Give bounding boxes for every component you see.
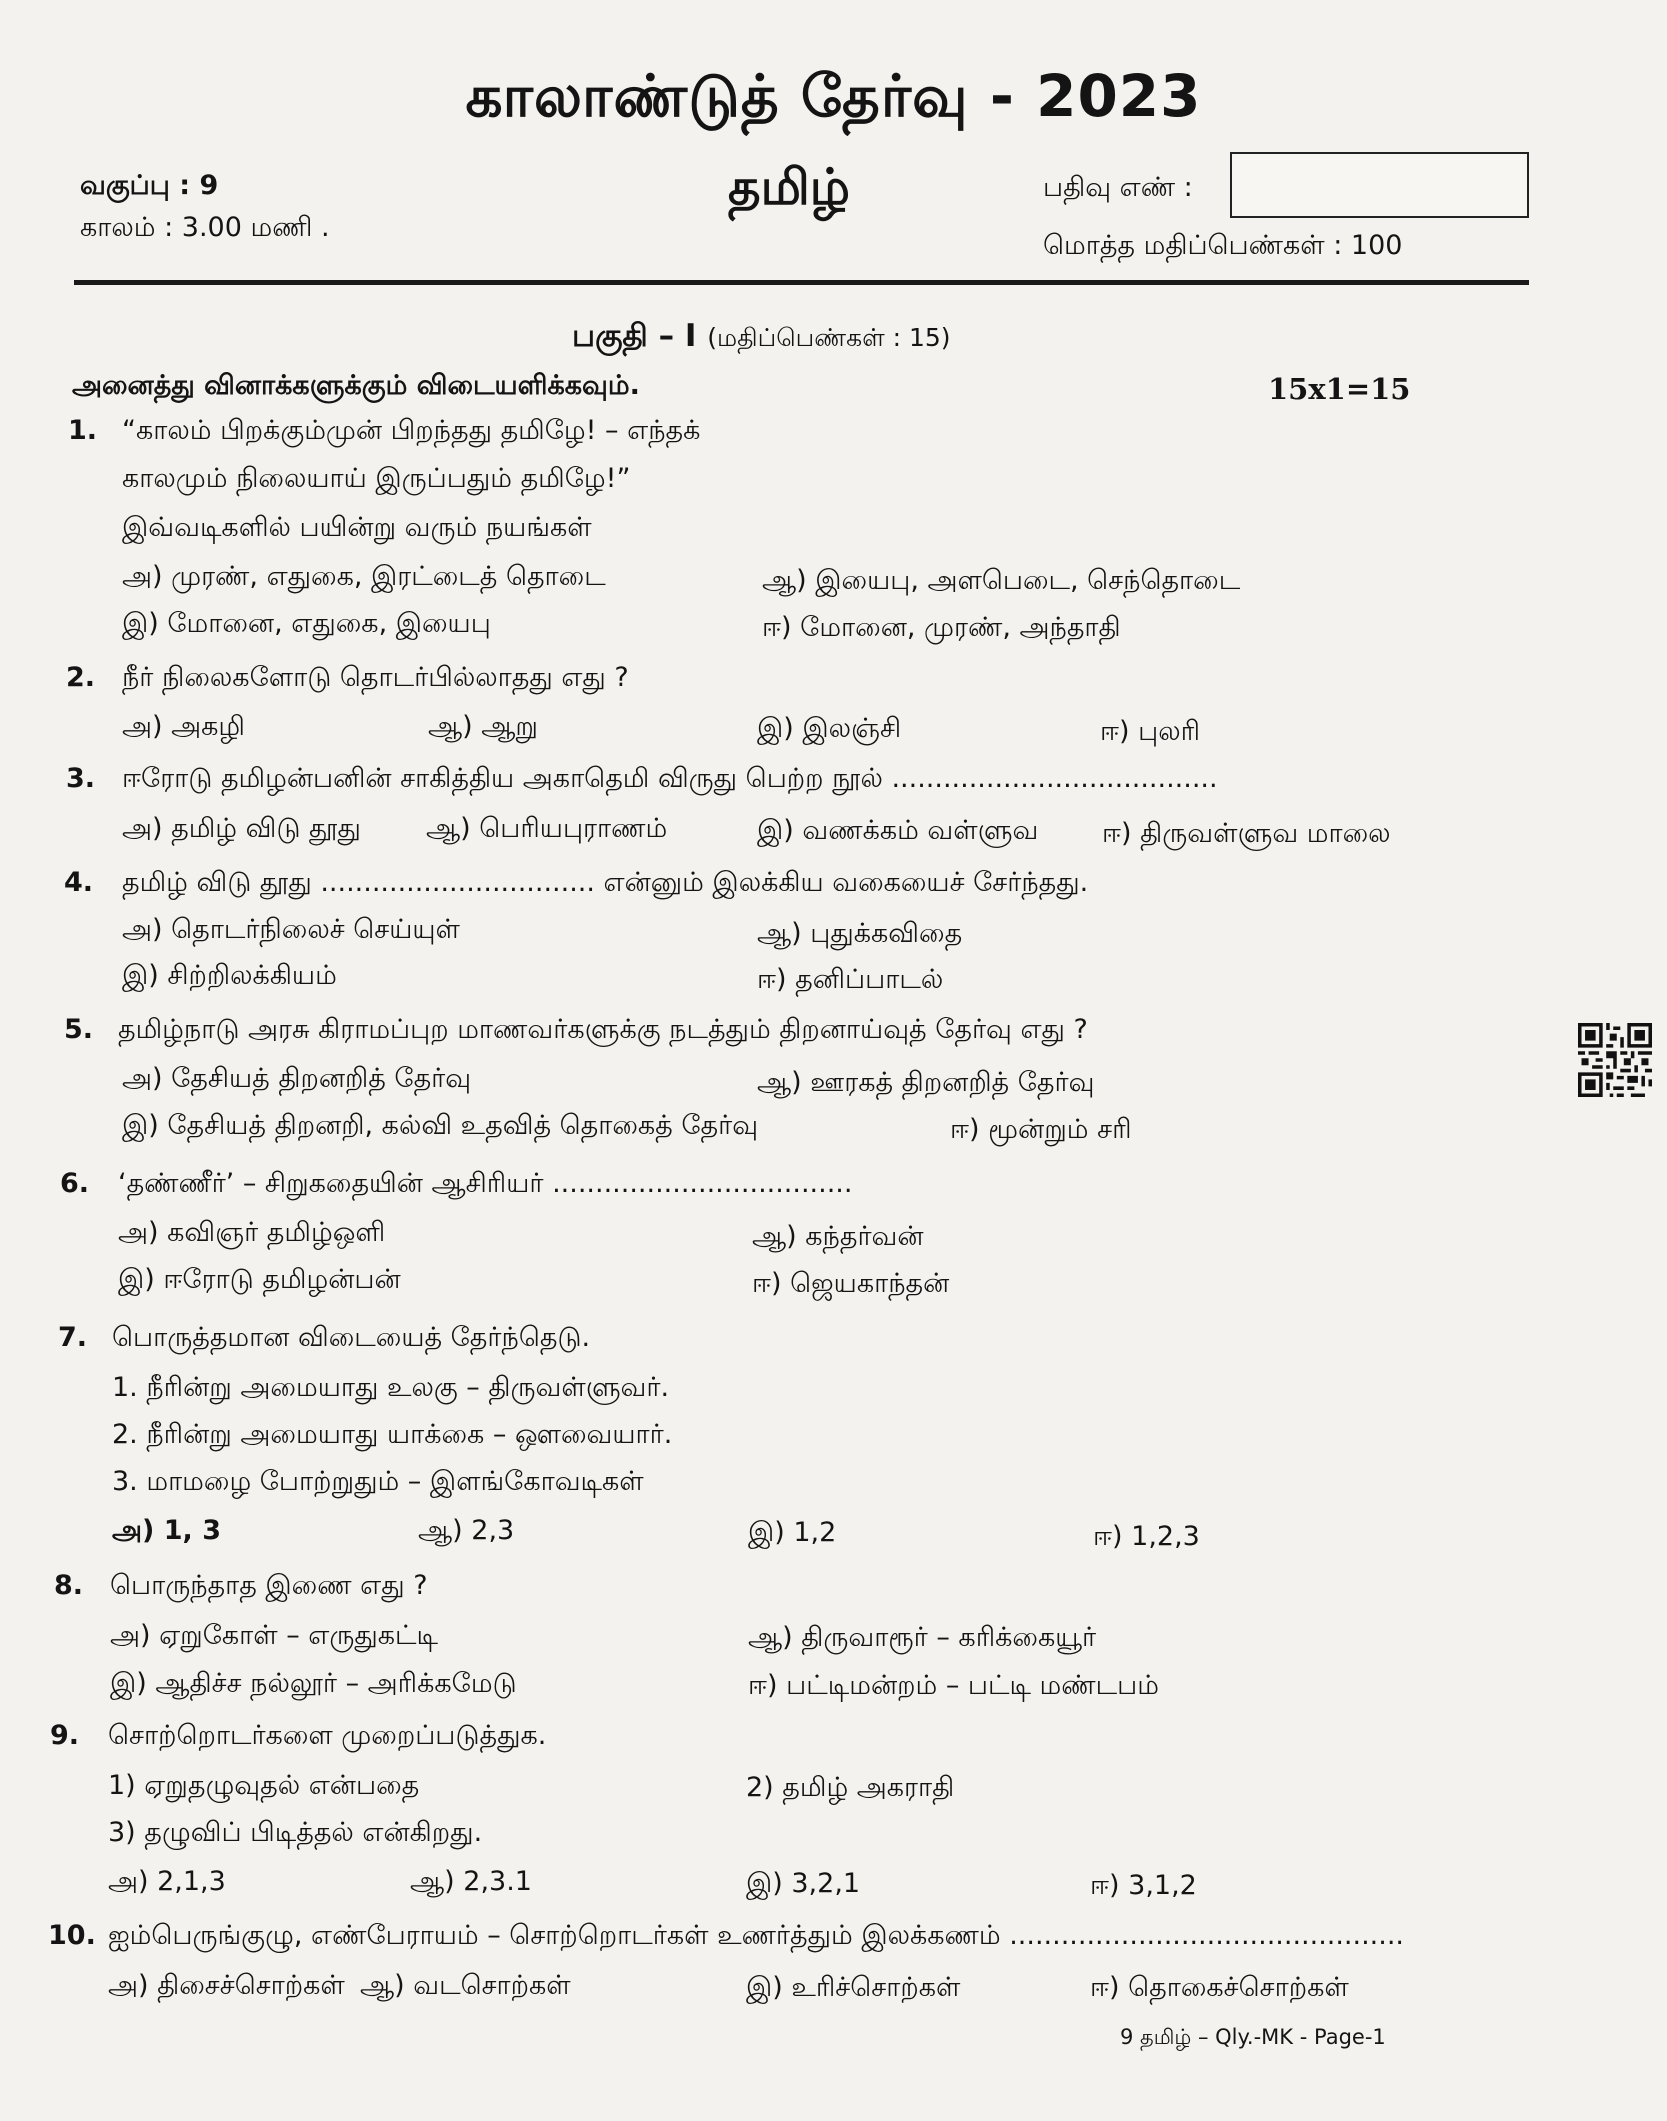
question-text: ஐம்பெருங்குழு, எண்பேராயம் – சொற்றொடர்கள் உணர்த்தும் இலக்கணம் .............................................. (108, 1920, 1405, 1951)
question-number: 1. (68, 415, 98, 446)
option-a: அ) முரண், எதுகை, இரட்டைத் தொடை (122, 561, 606, 592)
option-b: ஆ) புதுக்கவிதை (757, 918, 963, 949)
register-label: பதிவு எண் : (1043, 172, 1193, 203)
instruction-text: அனைத்து வினாக்களுக்கும் விடையளிக்கவும். (72, 370, 640, 401)
option-a: அ) 2,1,3 (108, 1866, 226, 1897)
option-c: இ) இலஞ்சி (757, 713, 902, 744)
option-a: அ) 1, 3 (112, 1515, 221, 1546)
question-text: தமிழ் விடு தூது ................................ என்னும் இலக்கிய வகையைச் சேர்ந்தது. (122, 867, 1089, 898)
total-marks-label: மொத்த மதிப்பெண்கள் : 100 (1043, 230, 1403, 261)
question-number: 10. (48, 1920, 96, 1951)
question-text: 3. மாமழை போற்றுதும் – இளங்கோவடிகள் (112, 1466, 644, 1497)
question-number: 4. (64, 867, 94, 898)
option-c: இ) ஆதிச்ச நல்லூர் – அரிக்கமேடு (110, 1668, 517, 1699)
option-d: ஈ) மூன்றும் சரி (950, 1114, 1132, 1145)
part-marks: (மதிப்பெண்கள் : 15) (707, 323, 951, 352)
question-text: காலமும் நிலையாய் இருப்பதும் தமிழே!” (122, 463, 631, 494)
question-number: 3. (66, 763, 96, 794)
option-c: இ) சிற்றிலக்கியம் (122, 960, 337, 991)
option-b: ஆ) பெரியபுராணம் (426, 813, 668, 844)
option-a: அ) ஏறுகோள் – எருதுகட்டி (110, 1620, 439, 1651)
question-text: “காலம் பிறக்கும்முன் பிறந்தது தமிழே! – எந்தக் (122, 415, 701, 446)
question-number: 6. (60, 1168, 90, 1199)
option-a: அ) தமிழ் விடு தூது (122, 813, 361, 844)
question-text: தமிழ்நாடு அரசு கிராமப்புற மாணவர்களுக்கு நடத்தும் திறனாய்வுத் தேர்வு எது ? (118, 1014, 1088, 1045)
question-text: ‘தண்ணீர்’ – சிறுகதையின் ஆசிரியர் ................................... (118, 1168, 853, 1199)
option-c: இ) மோனை, எதுகை, இயைபு (122, 608, 491, 639)
option-a: அ) அகழி (122, 711, 245, 742)
question-number: 7. (58, 1322, 88, 1353)
option-a: அ) கவிஞர் தமிழ்ஒளி (118, 1217, 386, 1248)
option-d: ஈ) திருவள்ளுவ மாலை (1102, 818, 1391, 849)
question-text: பொருந்தாத இணை எது ? (110, 1570, 428, 1601)
option-d: ஈ) மோனை, முரண், அந்தாதி (762, 612, 1121, 643)
question-number: 9. (50, 1720, 80, 1751)
option-b: ஆ) திருவாரூர் – கரிக்கையூர் (748, 1622, 1097, 1653)
option-c: இ) 3,2,1 (746, 1868, 861, 1899)
part-heading (572, 318, 951, 358)
question-text: 1. நீரின்று அமையாது உலகு – திருவள்ளுவர். (112, 1372, 670, 1403)
option-a: அ) தொடர்நிலைச் செய்யுள் (122, 914, 460, 945)
option-b: ஆ) 2,3.1 (410, 1866, 532, 1897)
option-b: ஆ) கந்தர்வன் (752, 1221, 924, 1252)
option-b: ஆ) ஆறு (428, 711, 538, 742)
option-d: ஈ) பட்டிமன்றம் – பட்டி மண்டபம் (748, 1670, 1159, 1701)
option-d: ஈ) தனிப்பாடல் (757, 964, 944, 995)
question-number: 2. (66, 662, 96, 693)
question-text: 2) தமிழ் அகராதி (746, 1772, 955, 1803)
marks-scheme: 15x1=15 (1268, 372, 1411, 406)
question-text: 2. நீரின்று அமையாது யாக்கை – ஔவையார். (112, 1419, 673, 1450)
question-text: பொருத்தமான விடையைத் தேர்ந்தெடு. (112, 1322, 591, 1353)
question-text: சொற்றொடர்களை முறைப்படுத்துக. (108, 1720, 547, 1751)
question-text: 3) தழுவிப் பிடித்தல் என்கிறது. (108, 1817, 483, 1848)
option-b: ஆ) 2,3 (418, 1515, 515, 1546)
option-d: ஈ) புலரி (1100, 716, 1201, 747)
duration-label: காலம் : 3.00 மணி . (80, 212, 330, 243)
option-b: ஆ) இயைபு, அளபெடை, செந்தொடை (762, 565, 1241, 596)
qr-code-icon (1578, 1022, 1652, 1098)
option-d: ஈ) 1,2,3 (1093, 1521, 1200, 1552)
question-text: ஈரோடு தமிழன்பனின் சாகித்திய அகாதெமி விருது பெற்ற நூல் ...................................... (122, 763, 1218, 794)
option-d: ஈ) ஜெயகாந்தன் (752, 1268, 950, 1299)
option-a: அ) தேசியத் திறனறித் தேர்வு (122, 1063, 472, 1094)
option-c: இ) ஈரோடு தமிழன்பன் (118, 1264, 401, 1295)
question-number: 8. (54, 1570, 84, 1601)
question-text: இவ்வடிகளில் பயின்று வரும் நயங்கள் (122, 512, 592, 543)
option-b: ஆ) ஊரகத் திறனறித் தேர்வு (757, 1067, 1095, 1098)
page-footer: 9 தமிழ் – Qly.-MK - Page-1 (1120, 2025, 1386, 2049)
option-c: இ) வணக்கம் வள்ளுவ (757, 815, 1039, 846)
question-text: 1) ஏறுதழுவுதல் என்பதை (108, 1770, 420, 1801)
option-d: ஈ) தொகைச்சொற்கள் (1090, 1972, 1349, 2003)
option-c: இ) 1,2 (748, 1517, 837, 1548)
register-number-box[interactable] (1230, 152, 1529, 218)
question-number: 5. (64, 1014, 94, 1045)
subject-title: தமிழ் (728, 158, 851, 216)
option-d: ஈ) 3,1,2 (1090, 1870, 1197, 1901)
option-a: அ) திசைச்சொற்கள் (108, 1970, 345, 2001)
exam-title: காலாண்டுத் தேர்வு - 2023 (465, 62, 1202, 130)
option-b: ஆ) வடசொற்கள் (360, 1970, 571, 2001)
option-c: இ) தேசியத் திறனறி, கல்வி உதவித் தொகைத் தேர்வு (122, 1110, 759, 1141)
class-label: வகுப்பு : 9 (80, 170, 219, 201)
option-c: இ) உரிச்சொற்கள் (746, 1972, 961, 2003)
question-text: நீர் நிலைகளோடு தொடர்பில்லாதது எது ? (122, 662, 629, 693)
part-title: பகுதி – I (572, 318, 697, 354)
header-divider (74, 280, 1529, 285)
